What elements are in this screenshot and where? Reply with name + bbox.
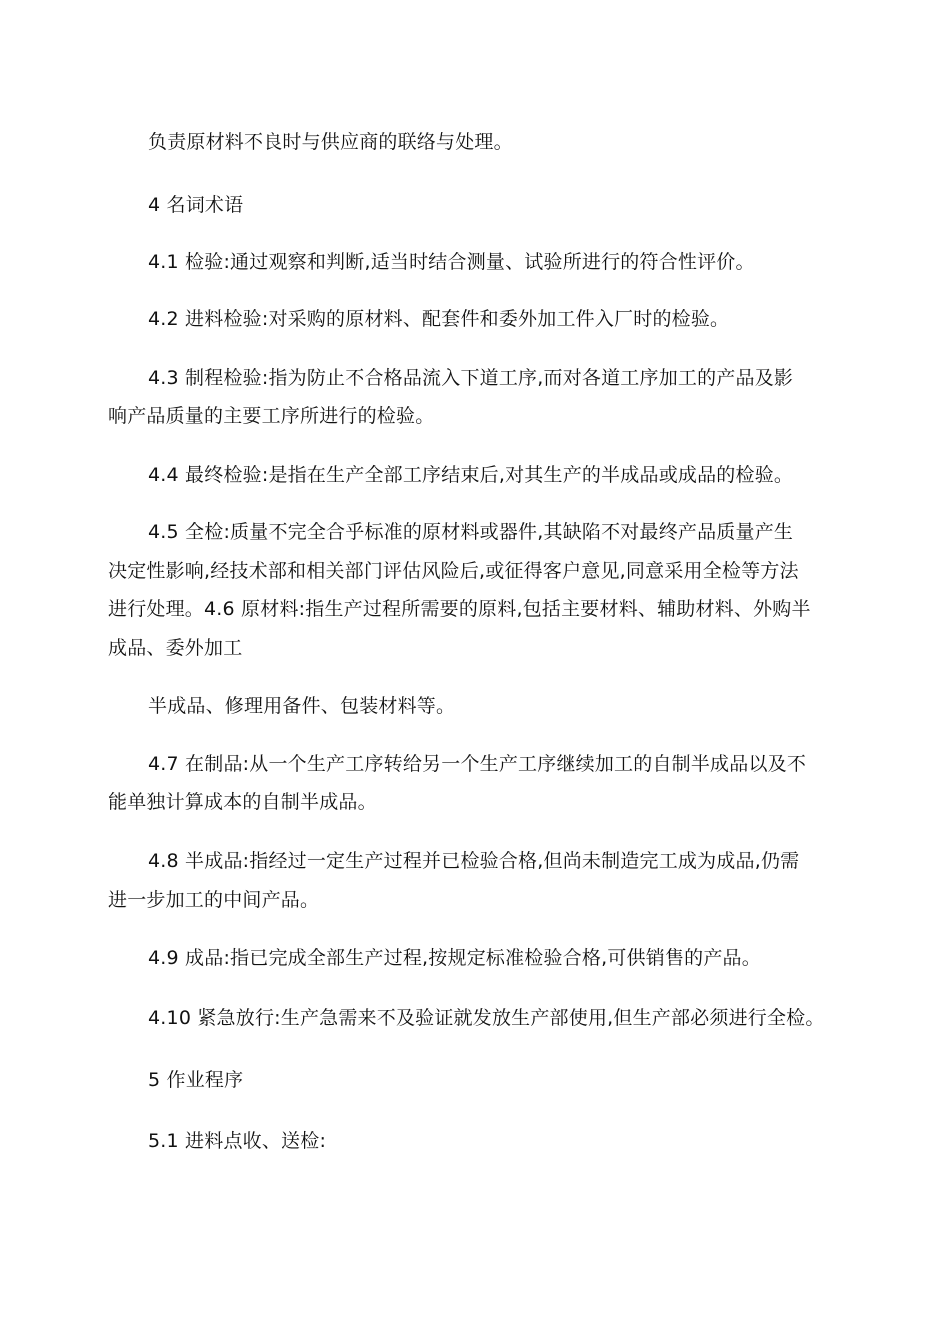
term-4-7-line-2: 能单独计算成本的自制半成品。	[108, 791, 377, 813]
term-4-5-line-1: 4.5 全检:质量不完全合乎标准的原材料或器件,其缺陷不对最终产品质量产生	[148, 521, 794, 543]
section-4-heading: 4 名词术语	[148, 194, 244, 216]
term-4-10: 4.10 紧急放行:生产急需来不及验证就发放生产部使用,但生产部必须进行全检。	[148, 1007, 825, 1029]
procedure-5-1: 5.1 进料点收、送检:	[148, 1130, 327, 1152]
term-4-8-line-1: 4.8 半成品:指经过一定生产过程并已检验合格,但尚未制造完工成为成品,仍需	[148, 850, 800, 872]
term-4-9: 4.9 成品:指已完成全部生产过程,按规定标准检验合格,可供销售的产品。	[148, 947, 761, 969]
term-4-5-line-3: 进行处理。4.6 原材料:指生产过程所需要的原料,包括主要材料、辅助材料、外购半	[108, 598, 811, 620]
term-4-2: 4.2 进料检验:对采购的原材料、配套件和委外加工件入厂时的检验。	[148, 308, 730, 330]
term-4-4: 4.4 最终检验:是指在生产全部工序结束后,对其生产的半成品或成品的检验。	[148, 464, 794, 486]
term-4-5-line-2: 决定性影响,经技术部和相关部门评估风险后,或征得客户意见,同意采用全检等方法	[108, 560, 799, 582]
term-4-3-line-2: 响产品质量的主要工序所进行的检验。	[108, 405, 435, 427]
term-4-3-line-1: 4.3 制程检验:指为防止不合格品流入下道工序,而对各道工序加工的产品及影	[148, 367, 794, 389]
term-4-1: 4.1 检验:通过观察和判断,适当时结合测量、试验所进行的符合性评价。	[148, 251, 755, 273]
supplier-responsibility-text: 负责原材料不良时与供应商的联络与处理。	[148, 131, 513, 153]
term-4-7-line-1: 4.7 在制品:从一个生产工序转给另一个生产工序继续加工的自制半成品以及不	[148, 753, 807, 775]
section-5-heading: 5 作业程序	[148, 1069, 244, 1091]
term-4-8-line-2: 进一步加工的中间产品。	[108, 889, 320, 911]
term-4-5-line-4: 成品、委外加工	[108, 637, 243, 659]
term-4-6-continuation: 半成品、修理用备件、包装材料等。	[148, 695, 456, 717]
